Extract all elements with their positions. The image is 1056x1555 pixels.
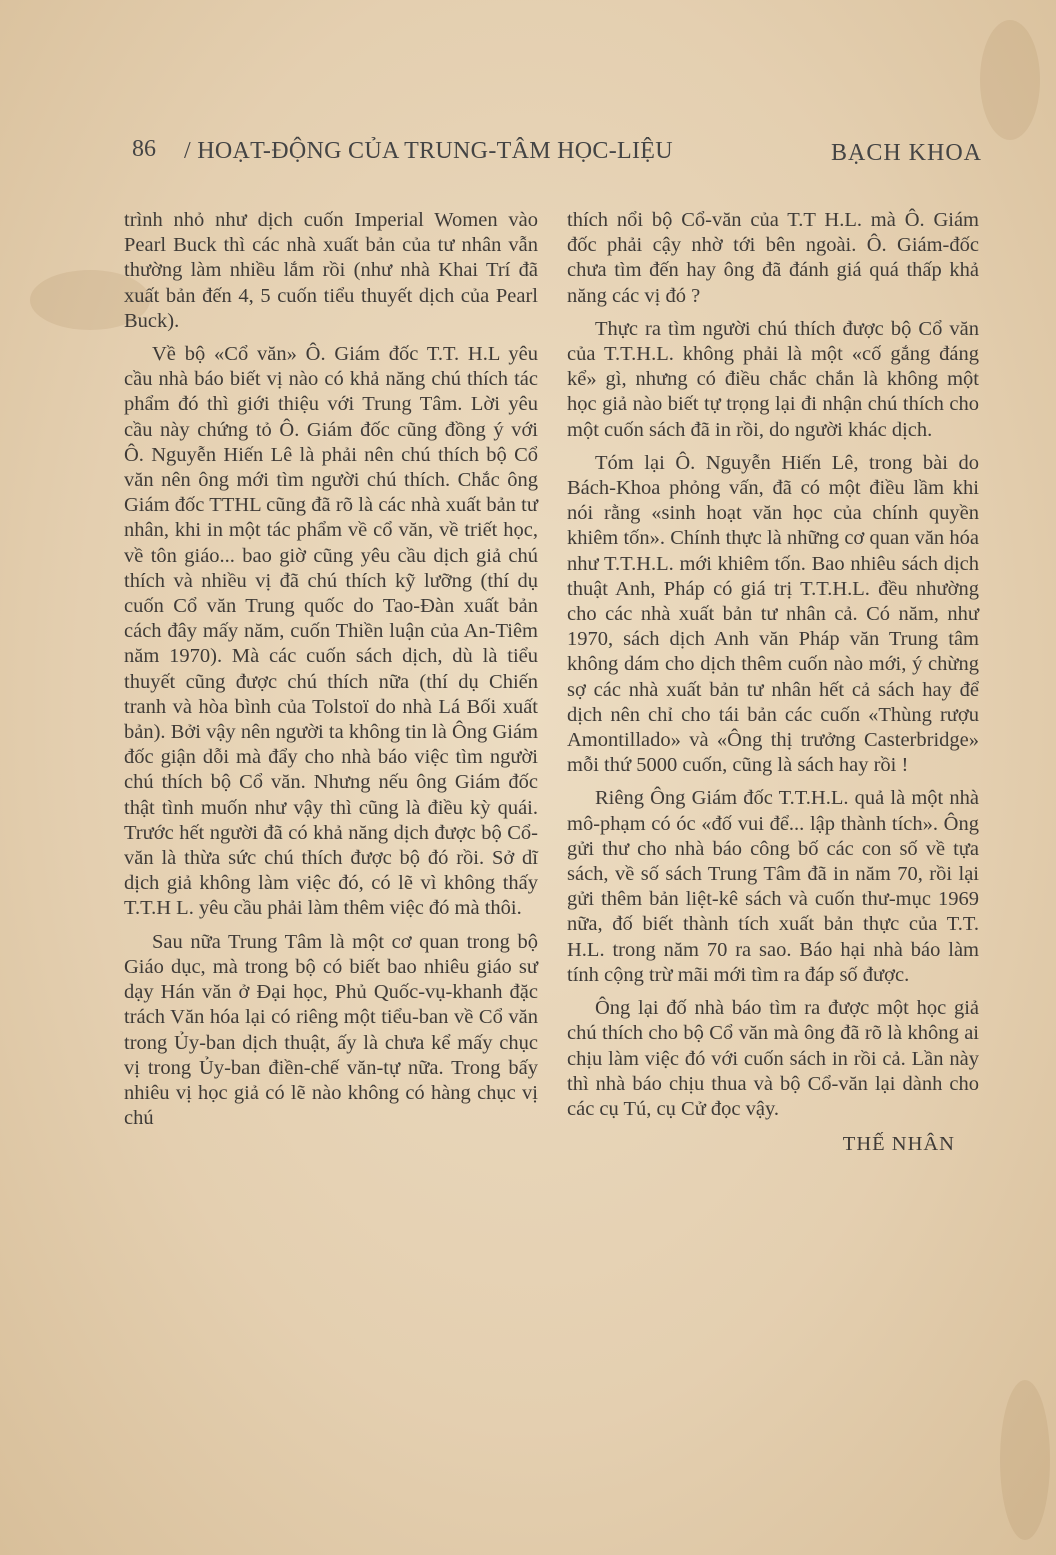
paragraph: trình nhỏ như dịch cuốn Imperial Women vào Pearl Buck thì các nhà xuất bản của tư nhân vẫn thường làm nhiều lắm rồi (như nhà Khai Trí đã xuất bản đến 4, 5 cuốn tiểu thuyết dịch của Pearl Buck). <box>124 209 538 332</box>
paragraph: Thực ra tìm người chú thích được bộ Cổ văn của T.T.H.L. không phải là một «cố gắng đáng kể» gì, nhưng có điều chắc chắn là không một học giả nào biết tự trọng lại đi nhận chú thích cho một cuốn sách đã in rồi, do người khác dịch. <box>567 317 979 441</box>
paragraph: Ông lại đố nhà báo tìm ra được một học giả chú thích cho bộ Cổ văn mà ông đã rõ là không ai chịu làm việc đó với cuốn sách in rồi cả. Lần này thì nhà báo chịu thua và bộ Cổ-văn lại dành cho các cụ Tú, cụ Cử đọc vậy. <box>567 997 979 1120</box>
paragraph: thích nổi bộ Cổ-văn của T.T H.L. mà Ô. Giám đốc phải cậy nhờ tới bên ngoài. Ô. Giám-đốc chưa tìm đến hay ông đã đánh giá quá thấp khả năng các vị đó ? <box>567 209 979 307</box>
paper-stain <box>1000 1380 1050 1540</box>
paragraph: Riêng Ông Giám đốc T.T.H.L. quả là một nhà mô-phạm có óc «đố vui để... lập thành tích». Ông gửi thư cho nhà báo công bố các con số về tựa sách, về số sách Trung Tâm đã in năm 70, rồi lại gửi thêm bản liệt-kê sách và cuốn thư-mục 1969 nữa, đố biết thành tích xuất bản thực của T.T. H.L. trong năm 70 ra sao. Báo hại nhà báo làm tính cộng trừ mãi mới tìm ra đáp số được. <box>567 787 979 986</box>
left-column <box>124 208 538 1139</box>
paper-stain <box>980 20 1040 140</box>
paragraph: Tóm lại Ô. Nguyễn Hiến Lê, trong bài do Bách-Khoa phỏng vấn, đã có một điều lầm khi nói rằng «sinh hoạt văn học của chính quyền khiêm tốn». Chính thực là những cơ quan văn hóa như T.T.H.L. mới khiêm tốn. Bao nhiêu sách dịch thuật Anh, Pháp có giá trị T.T.H.L. đều nhường cho các nhà xuất bản tư nhân cả. Có năm, như 1970, sách dịch Anh văn Pháp văn Trung tâm không dám cho dịch thêm cuốn nào mới, ý chừng sợ các nhà xuất bản tư nhân hết cả sách hay để dịch nên chỉ cho tái bản các cuốn «Thùng rượu Amontillado» và «Ông thị trưởng Casterbridge» mỗi thứ 5000 cuốn, cũng là sách hay rồi ! <box>567 451 979 777</box>
right-column <box>567 208 979 1165</box>
page-number: 86 <box>132 136 156 162</box>
article-title: / HOẠT-ĐỘNG CỦA TRUNG-TÂM HỌC-LIỆU <box>184 138 673 164</box>
magazine-name: BẠCH KHOA <box>830 140 982 166</box>
paragraph: Về bộ «Cổ văn» Ô. Giám đốc T.T. H.L yêu cầu nhà báo biết vị nào có khả năng chú thích tác phẩm đó thì giới thiệu với Trung Tâm. Lời yêu cầu này chứng tỏ Ô. Giám đốc cũng đồng ý với Ô. Nguyễn Hiến Lê là phải nên chú thích bộ Cổ văn nên ông mới tìm người chú thích. Chắc ông Giám đốc TTHL cũng đã rõ là các nhà xuất bản tư nhân, khi in một tác phẩm về cổ văn, về triết học, về tôn giáo... bao giờ cũng yêu cầu dịch giả chú thích và nhiều vị đã chú thích kỹ lưỡng (thí dụ cuốn Cổ văn Trung quốc do Tao-Đàn xuất bản cách đây mấy năm, cuốn Thiền luận của An-Tiêm năm 1970). Mà các cuốn sách dịch, dù là tiểu thuyết cũng được chú thích nữa (thí dụ Chiến tranh và hòa bình của Tolstoï do nhà Lá Bối xuất bản). Bởi vậy nên người ta không tin là Ông Giám đốc giận dỗi mà đẩy cho nhà báo việc tìm người chú thích bộ Cổ văn. Nhưng nếu ông Giám đốc thật tình muốn như vậy thì cũng là điều kỳ quái. Trước hết người đã có khả năng dịch được bộ Cổ-văn là thừa sức chú thích được bộ đó rồi. Sở dĩ dịch giả không làm việc đó, có lẽ vì không thấy T.T.H L. yêu cầu phải làm thêm việc đó mà thôi. <box>124 343 538 920</box>
page-header <box>132 136 986 176</box>
author-signature: THẾ NHÂN <box>842 1133 955 1156</box>
paragraph: Sau nữa Trung Tâm là một cơ quan trong bộ Giáo dục, mà trong bộ có biết bao nhiêu giáo sư dạy Hán văn ở Đại học, Phủ Quốc-vụ-khanh đặc trách Văn hóa lại có riêng một tiểu-ban về Cổ văn trong Ủy-ban dịch thuật, ấy là chưa kể mấy chục vị trong Ủy-ban điền-chế văn-tự nữa. Trong bấy nhiêu vị học giả có lẽ nào không có hàng chục vị chú <box>124 930 538 1130</box>
